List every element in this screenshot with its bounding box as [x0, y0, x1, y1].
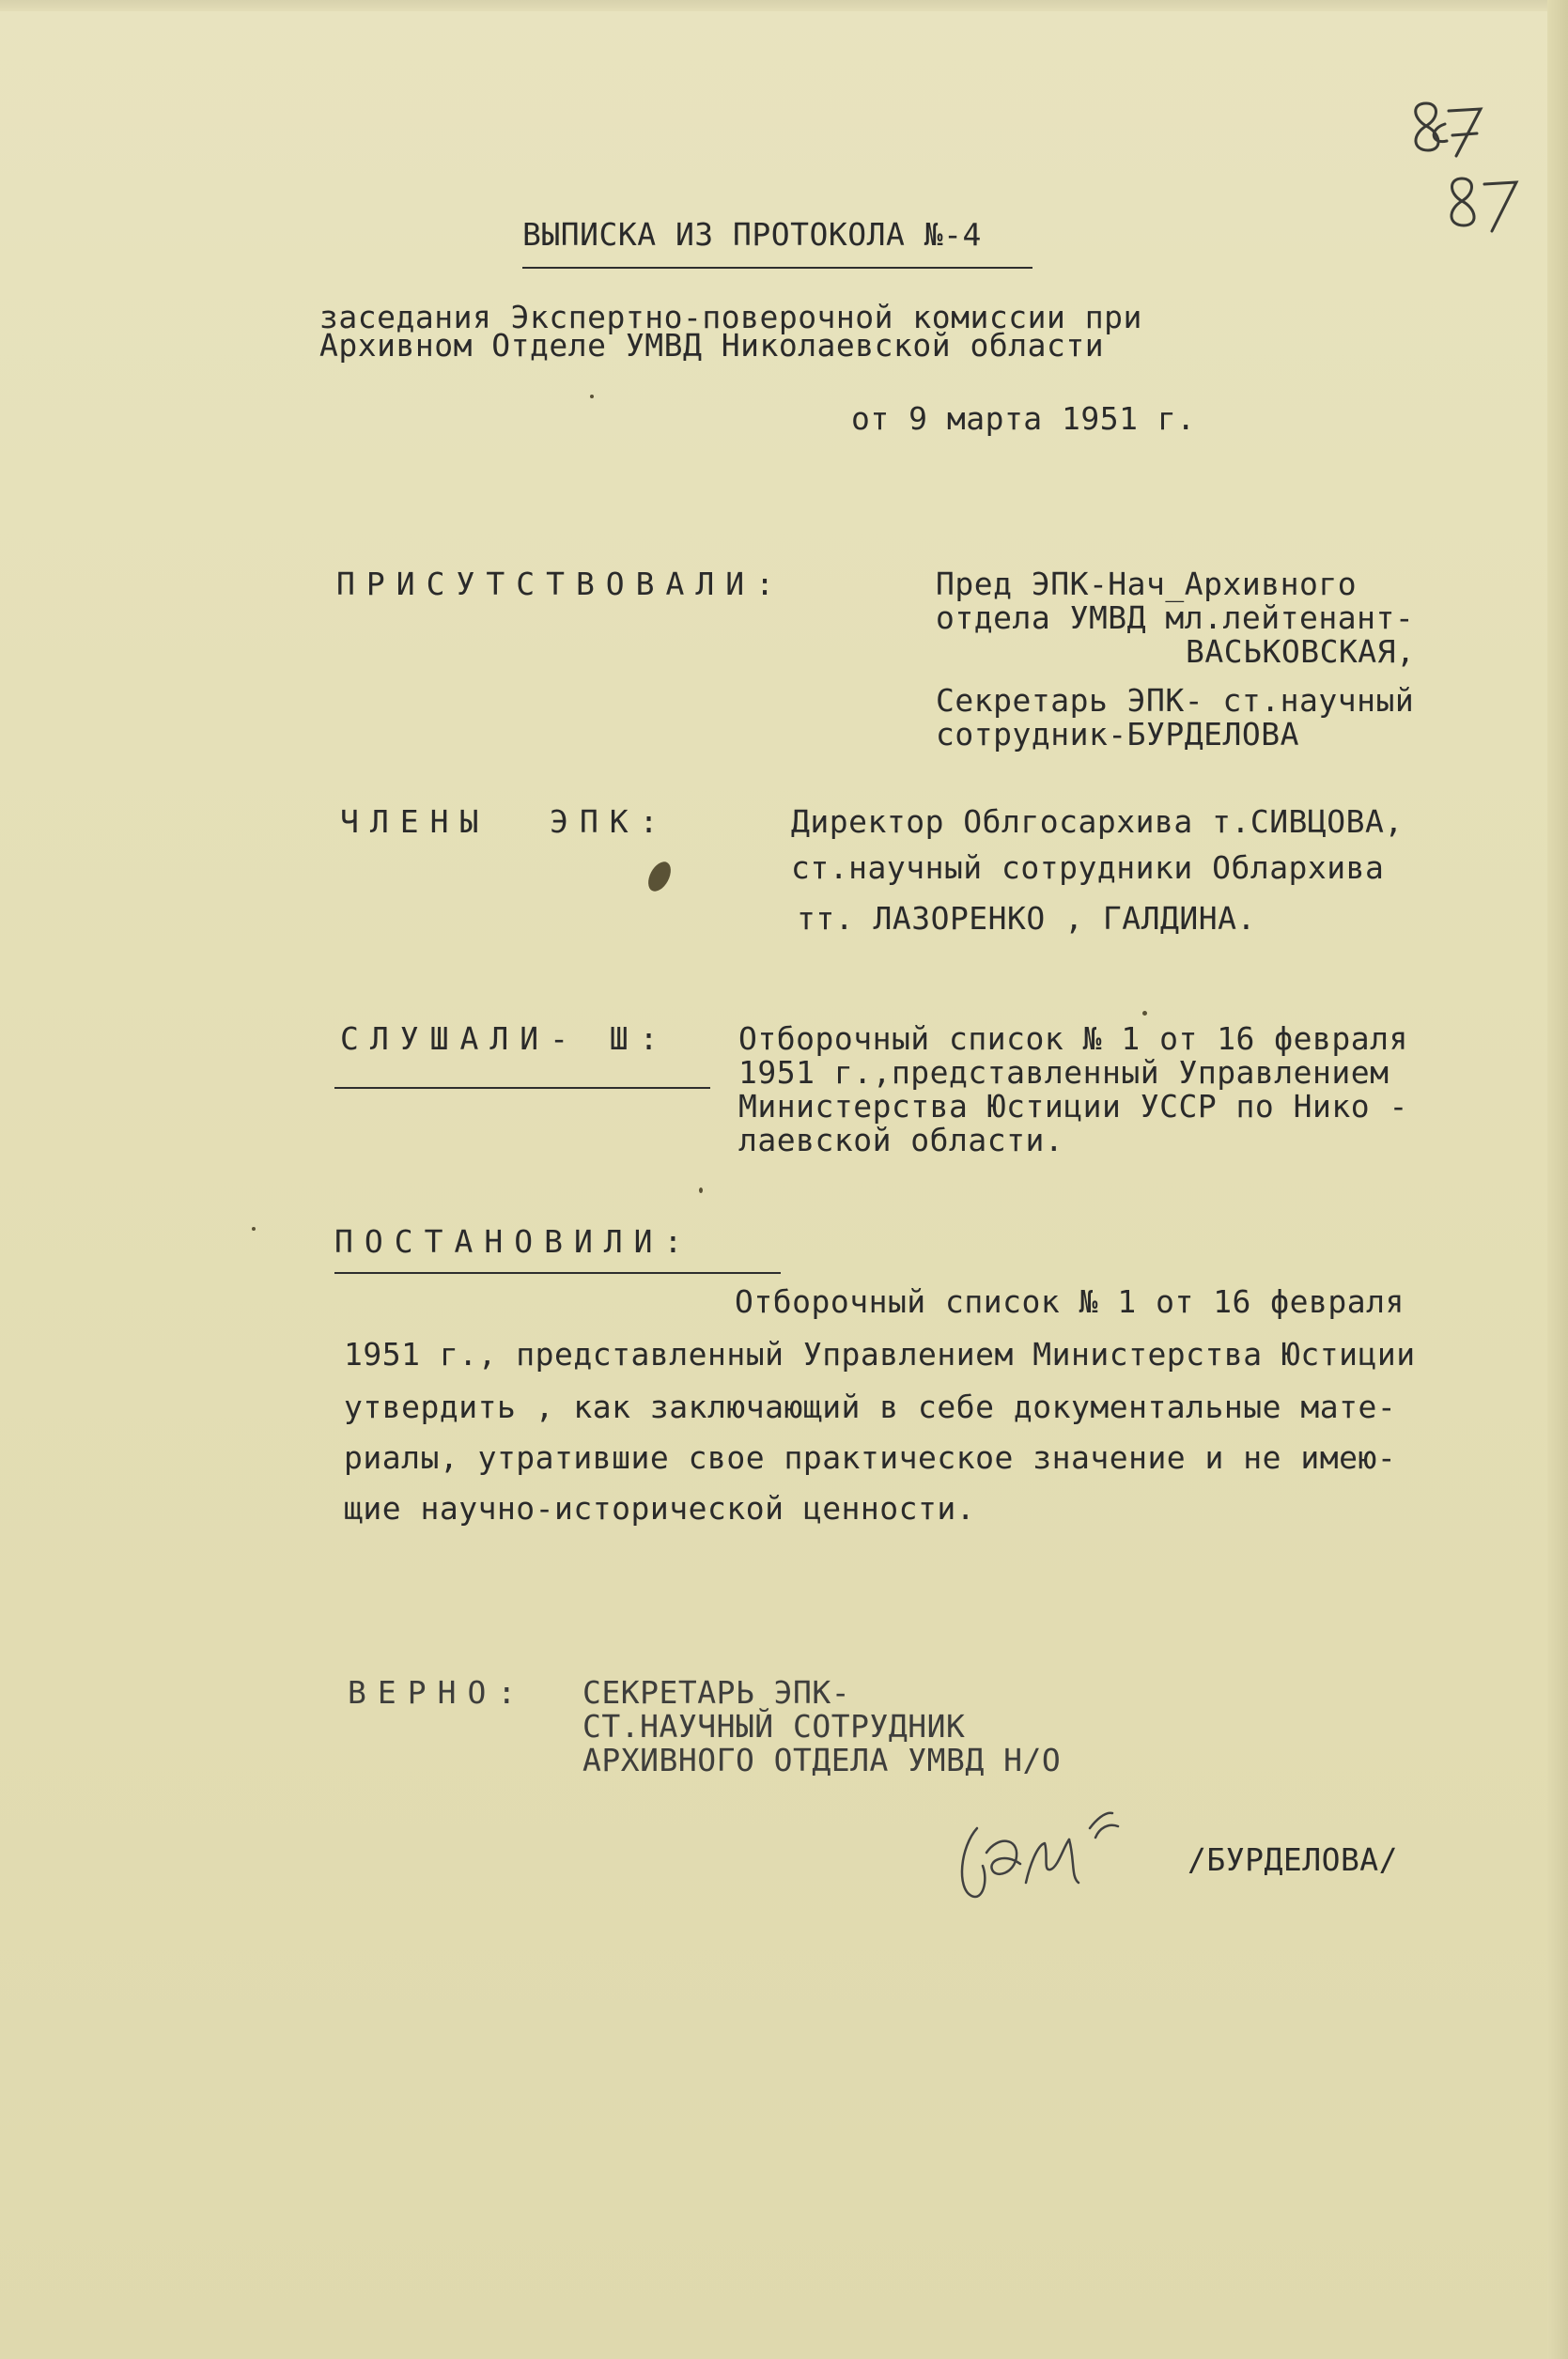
- verified-line-1: СЕКРЕТАРЬ ЭПК-: [582, 1674, 851, 1711]
- heard-label: СЛУШАЛИ- Ш:: [340, 1020, 670, 1057]
- subtitle-line-2: Архивном Отделе УМВД Николаевской области: [319, 327, 1105, 364]
- heard-line-2: 1951 г.,представленный Управлением: [738, 1054, 1389, 1091]
- handwritten-signature: [939, 1791, 1156, 1913]
- decided-line-5: щие научно-исторической ценности.: [344, 1490, 976, 1527]
- verified-line-3: АРХИВНОГО ОТДЕЛА УМВД Н/О: [582, 1742, 1062, 1778]
- page-number-handwritten: [1390, 98, 1531, 257]
- members-line-3: тт. ЛАЗОРЕНКО , ГАЛДИНА.: [797, 900, 1256, 937]
- decided-line-1: Отборочный список № 1 от 16 февраля: [735, 1283, 1405, 1320]
- paper-speck: [252, 1227, 256, 1231]
- paper-speck: [590, 395, 594, 398]
- ink-blot: [644, 858, 675, 894]
- decided-line-4: риалы, утратившие свое практическое значение и не имею-: [344, 1439, 1397, 1476]
- decided-line-2: 1951 г., представленный Управлением Министерства Юстиции: [344, 1336, 1416, 1373]
- members-line-2: ст.научный сотрудники Облархива: [791, 849, 1385, 886]
- members-line-1: Директор Облгосархива т.СИВЦОВА,: [791, 803, 1404, 840]
- present-line-2: отдела УМВД мл.лейтенант-: [936, 599, 1415, 636]
- heard-line-1: Отборочный список № 1 от 16 февраля: [738, 1020, 1408, 1057]
- decided-label: ПОСТАНОВИЛИ:: [334, 1223, 694, 1260]
- decided-underline: [334, 1272, 781, 1274]
- subtitle-line-1: заседания Экспертно-поверочной комиссии при: [319, 299, 1142, 335]
- present-line-5: сотрудник-БУРДЕЛОВА: [936, 716, 1299, 753]
- verified-line-2: СТ.НАУЧНЫЙ СОТРУДНИК: [582, 1708, 966, 1745]
- decided-line-3: утвердить , как заключающий в себе документальные мате-: [344, 1389, 1397, 1425]
- paper-speck: [1142, 1011, 1147, 1016]
- paper-top-edge: [0, 0, 1568, 11]
- present-line-3: ВАСЬКОВСКАЯ,: [1186, 633, 1416, 670]
- present-line-1: Пред ЭПК-Нач_Архивного: [936, 566, 1358, 602]
- present-line-4: Секретарь ЭПК- ст.научный: [936, 682, 1415, 719]
- present-label: ПРИСУТСТВОВАЛИ:: [336, 566, 786, 602]
- heard-underline: [334, 1087, 710, 1089]
- heard-line-3: Министерства Юстиции УССР по Нико -: [738, 1088, 1408, 1125]
- verified-label: ВЕРНО:: [348, 1674, 528, 1711]
- signature-name: /БУРДЕЛОВА/: [1188, 1841, 1399, 1878]
- document-date: от 9 марта 1951 г.: [851, 400, 1196, 437]
- title-underline: [522, 267, 1032, 269]
- paper-right-edge: [1547, 0, 1568, 2359]
- members-label: ЧЛЕНЫ ЭПК:: [340, 803, 670, 840]
- document-title: ВЫПИСКА ИЗ ПРОТОКОЛА №-4: [522, 216, 982, 253]
- heard-line-4: лаевской области.: [738, 1122, 1064, 1158]
- paper-speck: [699, 1187, 703, 1193]
